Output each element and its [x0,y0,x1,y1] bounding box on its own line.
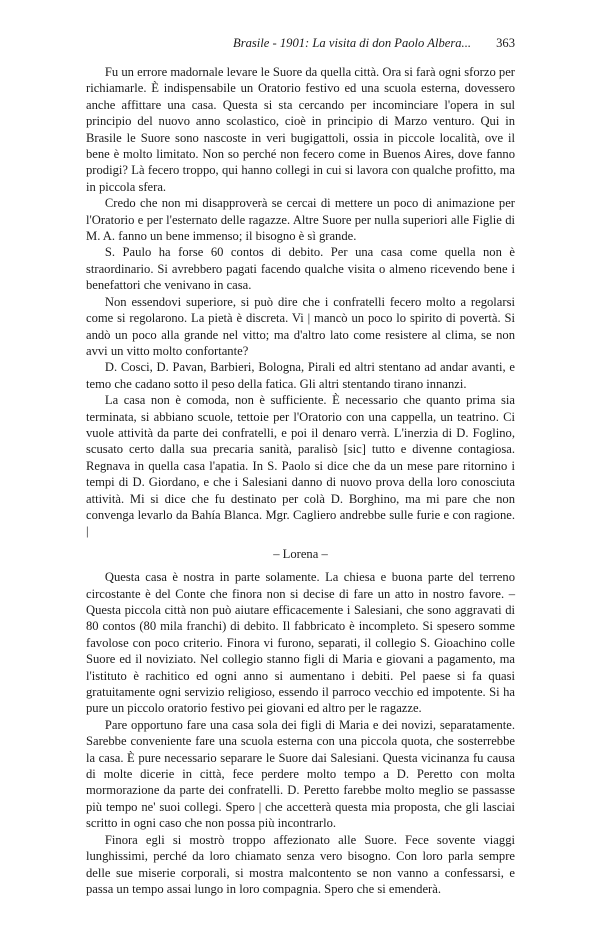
paragraph: S. Paulo ha forse 60 contos di debito. Per una casa come quella non è straordinario. Si avrebbero pagati facendo qualche visita o almeno ricevendo bene i benefattori che venivano in casa. [86,245,515,293]
section-heading: – Lorena – [273,546,328,561]
paragraph: Credo che non mi disapproverà se cercai di mettere un poco di animazione per l'Oratorio e per l'esternato delle ragazze. Altre Suore per nulla superiori alle Figlie di M. A. fanno un bene immenso; il bisogno è sì grande. [86,196,515,244]
running-header [88,33,515,53]
paragraph: Pare opportuno fare una casa sola dei figli di Maria e dei novizi, separatamente. Sarebbe conveniente fare una scuola esterna con una piccola quota, che sosterrebbe la casa. È pure necessario separare le Suore dai Salesiani. Questa vicinanza fu causa di molte dicerie in città, fece perdere molto tempo a D. Peretto con molta mormorazione da parte dei confratelli. D. Peretto farebbe molto meglio se passasse più tempo ne' suoi collegi. Spero | che accetterà questa mia proposta, che gli lasciai scritto in ogni caso che non possa più incontrarlo. [86,717,515,831]
paragraph: Fu un errore madornale levare le Suore da quella città. Ora si farà ogni sforzo per richiamarle. È indispensabile un Oratorio festivo ed una scuola esterna, dovessero anche affittare una casa. Questa si sta cercando per incominciare l'opera in sul principio del nuovo anno scolastico, cioè in principio di Marzo venturo. Qui in Brasile le Suore sono nascoste in veri bugigattoli, ossia in piccole località, ove il bene è molto limitato. Non so perché non fecero come in Buenos Aires, dove fanno prodigi? Là fecero troppo, qui hanno collegi in cui si lavora con qualche profitto, ma in piccola sfera. [86,65,515,194]
page-number: 363 [496,36,515,50]
paragraph: Questa casa è nostra in parte solamente. La chiesa e buona parte del terreno circostante è del Conte che finora non si decise di fare un atto in nostro favore. – Questa piccola città non può aiutare efficacemente i Salesiani, che sono aggravati di 80 contos (80 mila franchi) di debito. Il fabbricato è incompleto. Si spesero somme favolose con poco criterio. Finora vi furono, separati, il collegio S. Gioachino colle Suore ed il noviziato. Nel collegio stanno figli di Maria e giovani a pagamento, ma l'istituto è rachitico ed ogni anno si aumentano i debiti. Pel paese si fa quasi gratuitamente ogni servizio religioso, essendo il parroco vecchio ed impotente. Si ha pure un piccolo oratorio festivo pei giovani ed altro per le ragazze. [86,570,515,716]
paragraph: D. Cosci, D. Pavan, Barbieri, Bologna, Pirali ed altri stentano ad andar avanti, e temo che cadano sotto il peso della fatica. Gli altri stentando tirano innanzi. [86,360,515,391]
paragraph: Finora egli si mostrò troppo affezionato alle Suore. Fece sovente viaggi lunghissimi, perché da loro chiamato senza vero bisogno. Con loro parla sempre delle sue miserie corporali, si mostra malcontento se non vanno a confessarsi, e passa un tempo assai lungo in loro compagnia. Spero che si emenderà. [86,832,515,896]
paragraph: La casa non è comoda, non è sufficiente. È necessario che quanto prima sia terminata, si abbiano scuole, tettoie per l'Oratorio con una cappella, un teatrino. Ci vuole attività da parte dei confratelli, e poi il denaro verrà. L'inerzia di D. Foglino, scusato certo dalla sua precaria sanità, paralisò [sic] tutto e divenne contagiosa. Regnava in quella casa l'apatia. In S. Paolo si dice che da un mese pare ritornino i tempi di D. Giordano, e che i Salesiani danno di nuovo prova della loro conosciuta attività. Mi si dice che fu destinato per colà D. Borghino, ma mi pare che non convenga levarlo da Bahía Blanca. Mgr. Cagliero andrebbe sulle furie e con ragione. | [86,393,515,539]
main-text [86,64,515,897]
running-title: Brasile - 1901: La visita di don Paolo Albera... [233,36,471,50]
paragraph: Non essendovi superiore, si può dire che i confratelli fecero molto a regolarsi come si regolarono. La pietà è discreta. Vi | mancò un poco lo spirito di povertà. Si andò un poco alla grande nel vitto; ma d'altro lato come resistere al clima, se non avvi un vitto molto confortante? [86,294,515,358]
